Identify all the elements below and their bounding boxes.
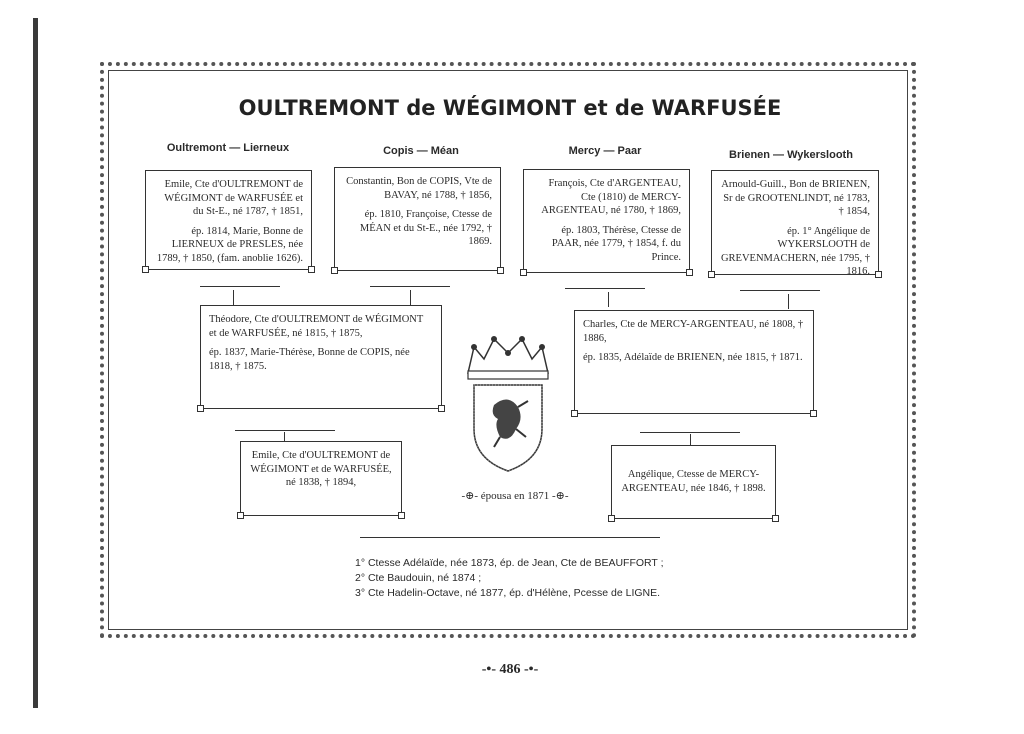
box-text: Emile, Cte d'OULTREMONT de WÉGIMONT et de WARFUSÉE, né 1838, † 1894, (250, 450, 392, 488)
box-text: Arnould-Guill., Bon de BRIENEN, Sr de GROOTENLINDT, né 1783, † 1854, (721, 179, 870, 217)
connector-line (690, 434, 691, 445)
page-binding-edge (33, 18, 38, 708)
box-text: ép. 1810, Françoise, Ctesse de MÉAN et du St-E., née 1792, † 1869. (359, 209, 492, 247)
list-item: 3° Cte Hadelin-Octave, né 1877, ép. d'Hélène, Pcesse de LIGNE. (355, 587, 661, 599)
ornament-icon: -⊕- (461, 490, 479, 502)
children-list (355, 556, 664, 601)
ornament-icon: -⊕- (551, 490, 569, 502)
box-text: Charles, Cte de MERCY-ARGENTEAU, né 1808, † 1886, (583, 319, 804, 344)
box-text: François, Cte d'ARGENTEAU, Cte (1810) de MERCY-ARGENTEAU, né 1780, † 1869, (541, 178, 681, 216)
connector-bracket (235, 430, 335, 437)
page-number-value: 486 (499, 662, 521, 677)
box-text: ép. 1814, Marie, Bonne de LIERNEUX de PRESLES, née 1789, † 1850, (fam. anoblie 1626). (156, 225, 303, 264)
genealogy-box-arnould (711, 170, 879, 275)
genealogy-box-emile-younger (240, 441, 402, 516)
genealogy-box-constantin (334, 167, 501, 271)
box-text: ép. 1° Angélique de WYKERSLOOTH de GREVENMACHERN, née 1795, † 1816. (720, 225, 870, 277)
connector-bracket (565, 288, 645, 295)
genealogy-box-angelique (611, 445, 776, 519)
connector-line (410, 290, 411, 305)
connector-line (284, 432, 285, 441)
list-item: 1° Ctesse Adélaïde, née 1873, ép. de Jean, Cte de BEAUFFORT ; (355, 557, 664, 569)
genealogy-box-francois (523, 169, 690, 273)
genealogy-box-theodore (200, 305, 442, 409)
page-title: OULTREMONT de WÉGIMONT et de WARFUSÉE (238, 96, 782, 120)
column-header-mercy: Mercy — Paar (568, 145, 642, 157)
column-header-copis: Copis — Méan (383, 145, 459, 157)
marriage-note (440, 489, 590, 502)
ornament-icon: -•- (481, 662, 496, 677)
box-text: Emile, Cte d'OULTREMONT de WÉGIMONT de WARFUSÉE et du St-E., né 1787, † 1851, (164, 179, 303, 217)
column-header-oultremont: Oultremont — Lierneux (166, 142, 290, 154)
list-item: 2° Cte Baudouin, né 1874 ; (355, 572, 482, 584)
connector-bracket (740, 290, 820, 297)
box-text: Angélique, Ctesse de MERCY-ARGENTEAU, née 1846, † 1898. (621, 469, 766, 494)
box-text: ép. 1837, Marie-Thérèse, Bonne de COPIS, née 1818, † 1875. (209, 347, 410, 372)
genealogy-box-emile-elder (145, 170, 312, 270)
ornament-icon: -•- (524, 662, 539, 677)
connector-line (788, 294, 789, 309)
box-text: Constantin, Bon de COPIS, Vte de BAVAY, né 1788, † 1856, (346, 176, 492, 201)
box-text: ép. 1803, Thérèse, Ctesse de PAAR, née 1779, † 1854, f. du Prince. (551, 224, 681, 263)
column-header-brienen: Brienen — Wykerslooth (729, 149, 853, 161)
marriage-label: épousa en 1871 (480, 490, 550, 502)
connector-line (608, 292, 609, 307)
connector-line (233, 290, 234, 305)
box-text: ép. 1835, Adélaïde de BRIENEN, née 1815, † 1871. (583, 352, 803, 363)
connector-bracket (200, 286, 280, 293)
box-text: Théodore, Cte d'OULTREMONT de WÉGIMONT et de WARFUSÉE, né 1815, † 1875, (209, 314, 424, 339)
coat-of-arms-icon (460, 333, 556, 473)
divider-rule (360, 537, 660, 538)
genealogy-box-charles (574, 310, 814, 414)
page-number (460, 662, 560, 678)
